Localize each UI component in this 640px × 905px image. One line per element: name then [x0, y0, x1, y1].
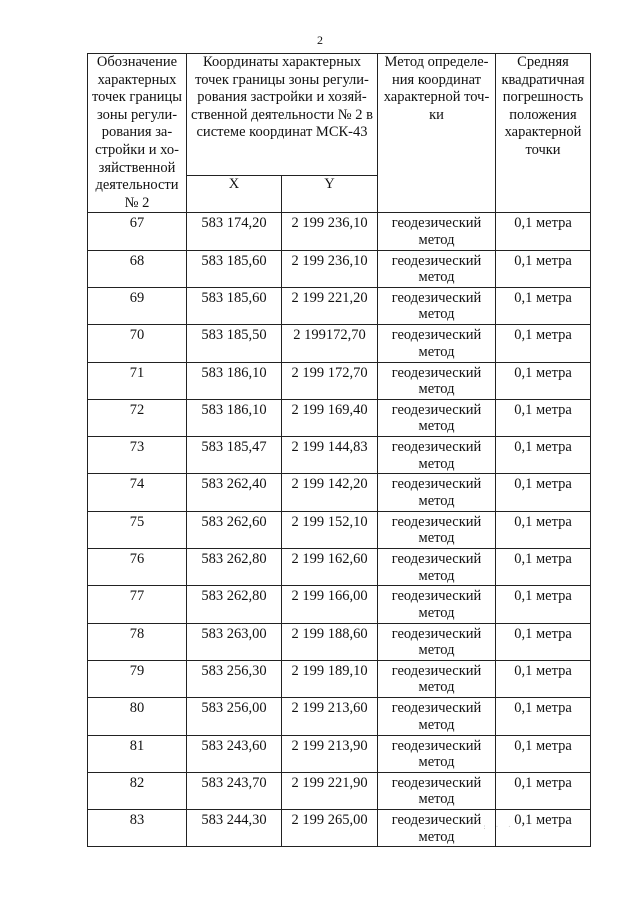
table-row — [88, 287, 591, 324]
point-cell: 83 — [88, 810, 187, 847]
y-coordinate-cell: 2 199 265,00 — [282, 810, 378, 847]
point-cell: 75 — [88, 511, 187, 548]
error-cell: 0,1 метра — [496, 362, 591, 399]
point-cell: 67 — [88, 213, 187, 250]
error-cell: 0,1 метра — [496, 698, 591, 735]
error-cell: 0,1 метра — [496, 586, 591, 623]
table-row — [88, 325, 591, 362]
method-cell: геодезический метод — [378, 735, 496, 772]
point-cell: 82 — [88, 772, 187, 809]
error-cell: 0,1 метра — [496, 437, 591, 474]
x-coordinate-cell: 583 186,10 — [187, 399, 282, 436]
x-coordinate-cell: 583 185,60 — [187, 287, 282, 324]
error-cell: 0,1 метра — [496, 549, 591, 586]
y-coordinate-cell: 2 199 152,10 — [282, 511, 378, 548]
method-cell: геодезический метод — [378, 213, 496, 250]
x-coordinate-cell: 583 256,30 — [187, 660, 282, 697]
x-coordinate-cell: 583 262,60 — [187, 511, 282, 548]
x-coordinate-cell: 583 185,50 — [187, 325, 282, 362]
y-coordinate-cell: 2 199 144,83 — [282, 437, 378, 474]
header-coordinates: Координаты характерных точек границы зоны регули-рования застройки и хозяй-ственной деятельности № 2 в системе координат МСК-43 — [187, 54, 378, 176]
x-coordinate-cell: 583 262,40 — [187, 474, 282, 511]
y-coordinate-cell: 2 199 188,60 — [282, 623, 378, 660]
error-cell: 0,1 метра — [496, 623, 591, 660]
error-cell: 0,1 метра — [496, 474, 591, 511]
x-coordinate-cell: 583 174,20 — [187, 213, 282, 250]
header-point-designation: Обозначение характерных точек границы зоны регули-рования за-стройки и хо-зяйственной деятельности № 2 — [88, 54, 187, 213]
y-coordinate-cell: 2 199 221,20 — [282, 287, 378, 324]
y-coordinate-cell: 2 199 162,60 — [282, 549, 378, 586]
method-cell: геодезический метод — [378, 660, 496, 697]
point-cell: 69 — [88, 287, 187, 324]
point-cell: 80 — [88, 698, 187, 735]
error-cell: 0,1 метра — [496, 660, 591, 697]
method-cell: геодезический метод — [378, 772, 496, 809]
table-row — [88, 399, 591, 436]
point-cell: 68 — [88, 250, 187, 287]
x-coordinate-cell: 583 185,47 — [187, 437, 282, 474]
y-coordinate-cell: 2 199 221,90 — [282, 772, 378, 809]
header-x: X — [187, 175, 282, 213]
point-cell: 78 — [88, 623, 187, 660]
point-cell: 77 — [88, 586, 187, 623]
table-row — [88, 772, 591, 809]
error-cell: 0,1 метра — [496, 325, 591, 362]
table-row — [88, 735, 591, 772]
table-row — [88, 660, 591, 697]
scan-artifact: · : · · — [470, 823, 514, 831]
table-row — [88, 698, 591, 735]
x-coordinate-cell: 583 262,80 — [187, 586, 282, 623]
y-coordinate-cell: 2 199 189,10 — [282, 660, 378, 697]
method-cell: геодезический метод — [378, 549, 496, 586]
point-cell: 79 — [88, 660, 187, 697]
point-cell: 73 — [88, 437, 187, 474]
x-coordinate-cell: 583 256,00 — [187, 698, 282, 735]
x-coordinate-cell: 583 262,80 — [187, 549, 282, 586]
point-cell: 72 — [88, 399, 187, 436]
error-cell: 0,1 метра — [496, 735, 591, 772]
point-cell: 71 — [88, 362, 187, 399]
point-cell: 81 — [88, 735, 187, 772]
table-row — [88, 437, 591, 474]
table-header — [88, 54, 591, 213]
x-coordinate-cell: 583 243,70 — [187, 772, 282, 809]
y-coordinate-cell: 2 199 169,40 — [282, 399, 378, 436]
y-coordinate-cell: 2 199 142,20 — [282, 474, 378, 511]
x-coordinate-cell: 583 244,30 — [187, 810, 282, 847]
table-row — [88, 623, 591, 660]
y-coordinate-cell: 2 199 213,60 — [282, 698, 378, 735]
method-cell: геодезический метод — [378, 325, 496, 362]
x-coordinate-cell: 583 243,60 — [187, 735, 282, 772]
table-row — [88, 549, 591, 586]
header-method: Метод определе-ния координат характерной точ-ки — [378, 54, 496, 213]
table-row — [88, 474, 591, 511]
x-coordinate-cell: 583 186,10 — [187, 362, 282, 399]
error-cell: 0,1 метра — [496, 213, 591, 250]
table-row — [88, 250, 591, 287]
method-cell: геодезический метод — [378, 362, 496, 399]
error-cell: 0,1 метра — [496, 399, 591, 436]
method-cell: геодезический метод — [378, 287, 496, 324]
table-row — [88, 362, 591, 399]
point-cell: 70 — [88, 325, 187, 362]
error-cell: 0,1 метра — [496, 511, 591, 548]
table-row — [88, 511, 591, 548]
table-row — [88, 213, 591, 250]
y-coordinate-cell: 2 199 172,70 — [282, 362, 378, 399]
y-coordinate-cell: 2 199 213,90 — [282, 735, 378, 772]
header-y: Y — [282, 175, 378, 213]
y-coordinate-cell: 2 199 166,00 — [282, 586, 378, 623]
method-cell: геодезический метод — [378, 810, 496, 847]
coordinates-table — [87, 53, 591, 847]
point-cell: 76 — [88, 549, 187, 586]
error-cell: 0,1 метра — [496, 250, 591, 287]
x-coordinate-cell: 583 263,00 — [187, 623, 282, 660]
method-cell: геодезический метод — [378, 511, 496, 548]
y-coordinate-cell: 2 199 236,10 — [282, 250, 378, 287]
error-cell: 0,1 метра — [496, 287, 591, 324]
method-cell: геодезический метод — [378, 698, 496, 735]
header-mean-square-error: Средняя квадратичная погрешность положения характерной точки — [496, 54, 591, 213]
error-cell: 0,1 метра — [496, 772, 591, 809]
page-number: 2 — [317, 33, 323, 47]
y-coordinate-cell: 2 199 236,10 — [282, 213, 378, 250]
table-row — [88, 586, 591, 623]
header-row-main — [88, 54, 591, 176]
point-cell: 74 — [88, 474, 187, 511]
method-cell: геодезический метод — [378, 399, 496, 436]
method-cell: геодезический метод — [378, 586, 496, 623]
x-coordinate-cell: 583 185,60 — [187, 250, 282, 287]
method-cell: геодезический метод — [378, 437, 496, 474]
error-cell: 0,1 метра — [496, 810, 591, 847]
y-coordinate-cell: 2 199172,70 — [282, 325, 378, 362]
method-cell: геодезический метод — [378, 623, 496, 660]
method-cell: геодезический метод — [378, 250, 496, 287]
method-cell: геодезический метод — [378, 474, 496, 511]
table-body — [88, 213, 591, 847]
